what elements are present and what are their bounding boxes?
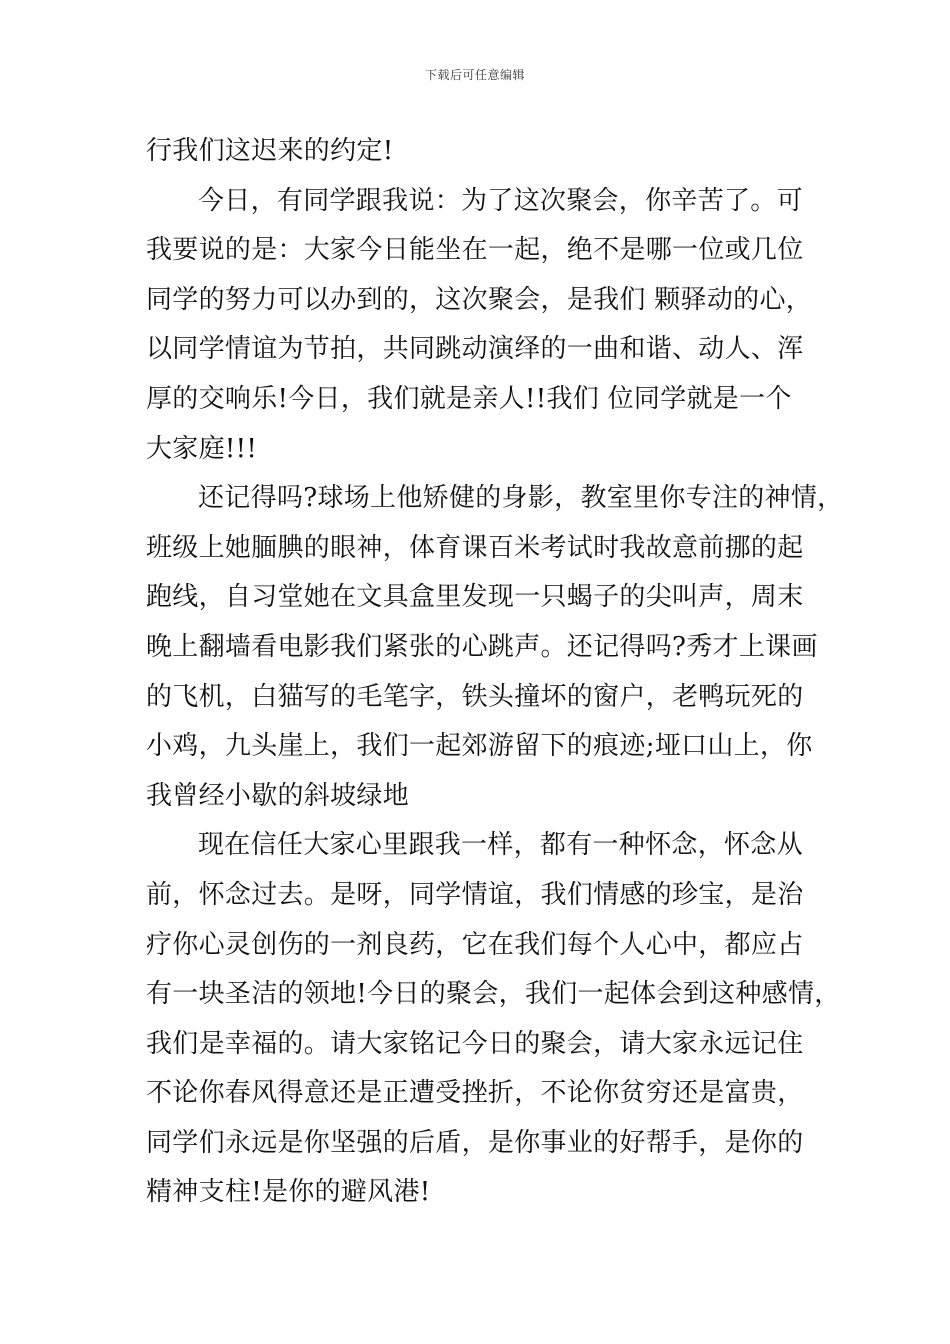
- text-line: 的飞机，白猫写的毛笔字，铁头撞坏的窗户，老鸭玩死的: [146, 681, 804, 712]
- text-line: 同学的努力可以办到的，这次聚会，是我们 颗驿动的心，: [146, 284, 813, 315]
- text-line: 还记得吗?球场上他矫健的身影，教室里你专注的神情，: [198, 483, 844, 514]
- text-line: 有一块圣洁的领地!今日的聚会，我们一起体会到这种感情，: [146, 979, 841, 1010]
- text-line: 跑线，自习堂她在文具盒里发现一只蝎子的尖叫声，周末: [146, 582, 804, 613]
- text-line: 现在信任大家心里跟我一样，都有一种怀念，怀念从: [198, 830, 803, 861]
- text-line: 厚的交响乐!今日，我们就是亲人!!我们 位同学就是一个: [146, 383, 792, 414]
- text-line: 疗你心灵创伤的一剂良药，它在我们每个人心中，都应占: [146, 929, 804, 960]
- text-line: 晚上翻墙看电影我们紧张的心跳声。还记得吗?秀才上课画: [146, 631, 818, 662]
- text-line: 以同学情谊为节拍，共同跳动演绎的一曲和谐、动人、浑: [146, 334, 804, 365]
- text-line: 前，怀念过去。是呀，同学情谊，我们情感的珍宝，是治: [146, 879, 804, 910]
- text-line: 我要说的是：大家今日能坐在一起，绝不是哪一位或几位: [146, 235, 804, 266]
- text-line: 大家庭!!!: [146, 433, 258, 464]
- text-line: 今日，有同学跟我说：为了这次聚会，你辛苦了。可: [198, 185, 803, 216]
- text-line: 不论你春风得意还是正遭受挫折，不论你贫穷还是富贵，: [146, 1078, 804, 1109]
- header-note: 下载后可任意编辑: [424, 68, 525, 82]
- text-line: 行我们这迟来的约定!: [146, 136, 394, 166]
- body-text: [146, 127, 846, 1218]
- text-line: 我们是幸福的。请大家铭记今日的聚会，请大家永远记住: [146, 1028, 804, 1059]
- text-line: 同学们永远是你坚强的后盾，是你事业的好帮手，是你的: [146, 1127, 804, 1158]
- text-line: 我曾经小歇的斜坡绿地: [146, 780, 410, 811]
- text-line: 班级上她腼腆的眼神，体育课百米考试时我故意前挪的起: [146, 532, 804, 563]
- text-line: 小鸡，九头崖上，我们一起郊游留下的痕迹;垭口山上，你: [146, 731, 813, 762]
- text-line: 精神支柱!是你的避风港!: [146, 1177, 431, 1208]
